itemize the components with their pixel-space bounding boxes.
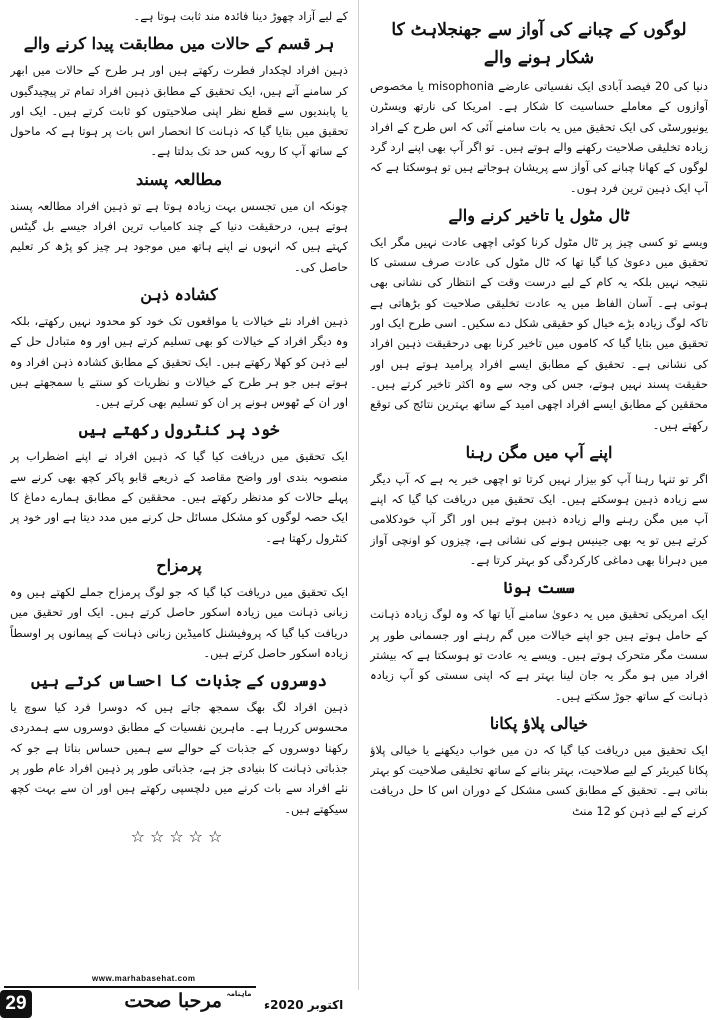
section-heading: سست ہونا [503, 578, 575, 598]
page-footer [0, 974, 718, 1020]
right-column [370, 6, 708, 986]
section-heading: مطالعہ پسند [135, 169, 223, 189]
paragraph: ایک تحقیق میں دریافت کیا گیا کہ جو لوگ پرمزاح جملے لکھتے ہیں وہ زبانی ذہانت میں زیادہ اسکور حاصل کرتے ہیں۔ ایک اور تحقیق میں دریافت کیا گیا کہ پروفیشنل کامیڈین زبانی ذہانت کے پیمانوں پر اوسطاً زیادہ اسکور حاصل کرتے ہیں۔ [10, 584, 348, 660]
paragraph: ایک تحقیق میں دریافت کیا گیا کہ ذہین افراد نے اپنے اضطراب پر منصوبہ بندی اور واضح مقاصد کے ذریعے قابو پاکر کچھ بھی کرنے سے پہلے حالات کو مدنظر رکھتے ہیں۔ محققین کے مطابق ہمارے دماغ کا ایک حصہ لوگوں کو مشکل مسائل حل کرنے میں مدد دیتا ہے اور خود پر کنٹرول رکھتا ہے۔ [10, 449, 348, 545]
paragraph: کے لیے آزاد چھوڑ دینا فائدہ مند ثابت ہوتا ہے۔ [133, 9, 348, 23]
magazine-title: مرحبا صحت [124, 990, 222, 1012]
section-heading: اپنے آپ میں مگن رہنا [465, 442, 613, 462]
issue-date: اکتوبر 2020ء [264, 998, 344, 1012]
paragraph: ذہین افراد لگ بھگ سمجھ جاتے ہیں کہ دوسرا فرد کیا سوچ یا محسوس کررہا ہے۔ ماہرین نفسیات کے مطابق دوسروں سے ہمدردی رکھنا دوسروں کے جذبات کے حوالے سے ہمیں حساس بناتا ہے جو کہ جذباتی ذہانت کا بنیادی جز ہے، جذباتی طور پر ذہین افراد عام طور پر نئے افراد سے بات کرنے میں دلچسپی رکھتے ہیں اور ان سے بہت کچھ سیکھتے ہیں۔ [10, 700, 348, 816]
left-column [10, 6, 348, 984]
section-heading: ہر قسم کے حالات میں مطابقت پیدا کرنے والے [23, 34, 335, 54]
paragraph: ذہین افراد نئے خیالات یا مواقعوں تک خود کو محدود نہیں رکھتے، بلکہ وہ دیگر افراد کے خیالات کو بھی تسلیم کرتے ہیں اور وہ متبادل حل کے لیے ذہن کو کھلا رکھتے ہیں۔ ایک تحقیق کے مطابق کشادہ ذہن افراد وہ ہوتے ہیں جو ہر طرح کے خیالات و نظریات کو سنتے یا سمجھتے ہیں اور ان کے ٹھوس ہونے پر ان کو تسلیم بھی کرتے ہیں۔ [10, 313, 348, 410]
paragraph: ایک تحقیق میں دریافت کیا گیا کہ دن میں خواب دیکھنے یا خیالی پلاؤ پکانا کیریئر کے لیے صلاحیت، بہتر بنانے کے ساتھ تخلیقی صلاحیت کو بہتر بناتی ہے۔ تحقیق کے مطابق کسی مشکل کے دوران اس کا حل دریافت کرنے کے لیے ذہن کو 12 منٹ [370, 742, 708, 818]
section-heading: کشادہ ذہن [140, 284, 218, 304]
magazine-subtitle: ماہنامہ [226, 990, 252, 998]
section-heading: لوگوں کے چبانے کی آواز سے جھنجلاہٹ کا شکار ہونے والے [391, 20, 687, 69]
paragraph: ایک امریکی تحقیق میں یہ دعویٰ سامنے آیا تھا کہ وہ لوگ زیادہ ذہانت کے حامل ہوتے ہیں جو اپنے خیالات میں گم رہنے اور جسمانی طور پر سست مگر متحرک ہوتے ہیں۔ ویسے یہ عادت تو ہوسکتا ہے کہ بیشتر افراد میں ہو مگر یہ جان لینا بہتر ہے کہ اپنی سستی کو آپ زیادہ ذہانت کے ساتھ جوڑ سکتے ہیں۔ [370, 607, 708, 703]
paragraph: ذہین افراد لچکدار فطرت رکھتے ہیں اور ہر طرح کے حالات میں ابھر کر سامنے آتے ہیں، ایک تحقیق کے مطابق ذہین افراد تمام تر پیچیدگیوں یا پابندیوں سے قطع نظر اپنی صلاحیتوں کو ثابت کرتے ہیں۔ ایک اور تحقیق میں بتایا گیا کہ ذہانت کا انحصار اس بات پر ہوتا ہے کہ ماحول کے ساتھ آپ کا رویہ کس حد تک بدلتا ہے۔ [10, 63, 348, 159]
paragraph: اگر تو تنہا رہنا آپ کو بیزار نہیں کرتا تو اچھی خبر یہ ہے کہ آپ دیگر سے زیادہ ذہین ہوسکتے ہیں۔ ایک تحقیق میں دریافت کیا گیا کہ اپنے آپ میں مگن رہنے والے زیادہ ذہین ہوتے ہیں اور اگر آپ خودکلامی کرتے ہیں تو یہ بھی جینیس ہونے کی نشانی ہے، چیزوں کو اونچی آواز میں دہرانا بھی دماغی کارکردگی کو بہتر کرتا ہے۔ [370, 471, 708, 568]
website-url: www.marhabasehat.com [92, 974, 196, 983]
magazine-logo [4, 974, 256, 1018]
section-heading: پرمزاح [156, 555, 202, 575]
page-number: 29 [0, 990, 32, 1018]
paragraph: ویسے تو کسی چیز پر ٹال مٹول کرنا کوئی اچھی عادت نہیں مگر ایک تحقیق میں دعویٰ کیا گیا تھا کہ ٹال مٹول کی عادت صرف سستی کا نتیجہ نہیں بلکہ یہ کام کے لیے درست وقت کے انتظار کی نشانی بھی ہوتی ہے۔ آسان الفاظ میں یہ عادت تخلیقی صلاحیت کو بڑھاتی ہے تاکہ لوگ زیادہ بڑے خیال کو حقیقی شکل دے سکیں۔ اسی طرح ایک اور تحقیق میں بتایا گیا کہ کاموں میں تاخیر کرنا بھی درحقیقت ذہین افراد کی نشانی ہے۔ تحقیق کے مطابق ایسے افراد پرامید ہوتے ہیں اور حقیقت پسند نہیں ہوتے، جس کی وجہ سے وہ اکثر تاخیر کرتے ہیں۔ محققین کے مطابق ایسے افراد اچھی امید کے ساتھ بہترین نتائج کی توقع رکھتے ہیں۔ [370, 234, 708, 432]
column-divider [358, 0, 359, 990]
paragraph: چونکہ ان میں تجسس بہت زیادہ ہوتا ہے تو ذہین افراد مطالعہ پسند ہوتے ہیں، درحقیقت دنیا کے چند کامیاب ترین افراد جیسے بل گیٹس کہتے ہیں کہ انہوں نے اپنے ہاتھ میں موجود ہر چیز کو پڑھ کر تعلیم حاصل کی۔ [10, 198, 348, 274]
section-heading: خیالی پلاؤ پکانا [489, 713, 589, 733]
section-heading: دوسروں کے جذبات کا احساس کرتے ہیں [31, 671, 327, 691]
paragraph: دنیا کی 20 فیصد آبادی ایک نفسیاتی عارضے misophonia یا مخصوص آوازوں کے معاملے حساسیت کا شکار ہے۔ امریکا کی نارتھ ویسٹرن یونیورسٹی کی ایک تحقیق میں یہ بات سامنے آئی کہ اس طرح کے افراد زیادہ تخلیقی صلاحیت رکھنے والے ہوتے ہیں۔ تو اگر آپ بھی اپنے ارد گرد لوگوں کے کھانا چبانے کی آواز سے پریشان ہوجاتے ہیں تو ہوسکتا ہے کہ آپ ایک ذہین ترین فرد ہوں۔ [370, 79, 708, 195]
end-stars: ☆☆☆☆☆ [130, 826, 228, 846]
section-heading: خود پر کنٹرول رکھتے ہیں [78, 420, 280, 440]
section-heading: ٹال مٹول یا تاخیر کرنے والے [448, 205, 630, 225]
